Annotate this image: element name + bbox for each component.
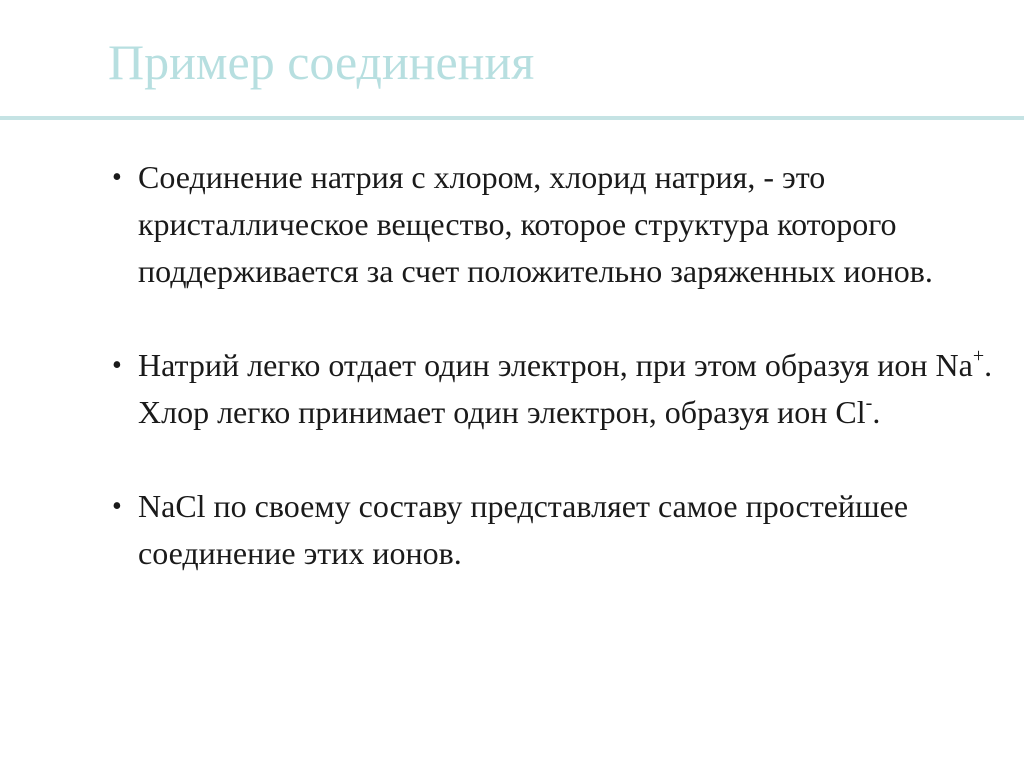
bullet-text: NaCl по своему составу представляет самое простейшее соединение этих ионов. (138, 488, 909, 571)
charge-superscript: - (865, 392, 873, 414)
charge-superscript: + (972, 345, 985, 367)
bullet-marker: • (112, 162, 122, 193)
bullet-text: Соединение натрия с хлором, хлорид натрия, - это кристаллическое вещество, которое структура которого поддерживается за счет положительно заряженных ионов. (138, 159, 933, 289)
bullet-text-part: Натрий легко отдает один электрон, при этом образуя ион Na (138, 347, 973, 383)
title-divider (0, 116, 1024, 120)
bullet-item-sodium-chloride (112, 154, 1002, 295)
bullet-text-part: . (872, 394, 881, 430)
bullet-text-part: . Хлор легко принимает один электрон, образуя ион Cl (138, 347, 993, 430)
bullet-list (112, 154, 1002, 577)
bullet-item-ions (112, 342, 1002, 436)
bullet-marker: • (112, 350, 122, 381)
bullet-marker: • (112, 491, 122, 522)
slide-title: Пример соединения (108, 34, 535, 90)
bullet-item-nacl (112, 483, 1002, 577)
